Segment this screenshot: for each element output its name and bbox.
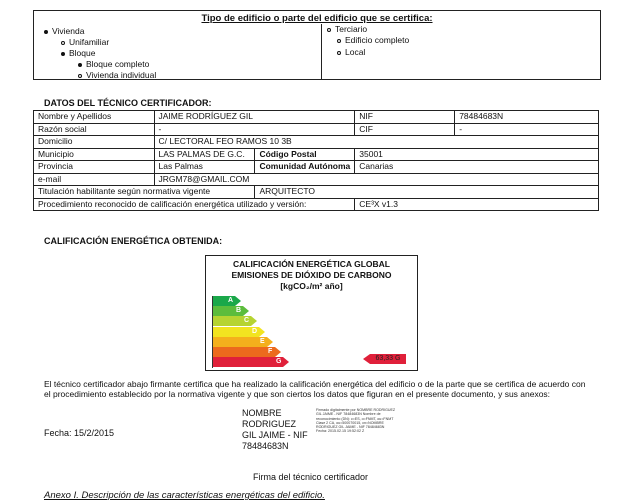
cif-label: CIF bbox=[355, 123, 455, 136]
option-local[interactable]: Local bbox=[337, 47, 365, 57]
procedimiento-value: CE³X v1.3 bbox=[355, 198, 599, 211]
option-terciario[interactable]: Terciario bbox=[327, 24, 367, 34]
nombre-label: Nombre y Apellidos bbox=[34, 111, 155, 124]
option-bloque-completo[interactable]: Bloque completo bbox=[78, 59, 149, 69]
email-value: JRGM78@GMAIL.COM bbox=[154, 173, 598, 186]
result-value: 63,33 G bbox=[375, 355, 401, 362]
domicilio-label: Domicilio bbox=[34, 136, 155, 149]
digital-signature-details: Firmado digitalmente por NOMBRE RODRIGUEZ GIL JAIME - NIF 78484683N Nombre de reconocimiento (DN): c=ES, o=FNMT, ou=FNMT Clase 2 CA, ou=500070015, cn=NOMBRE RODRIGUEZ GIL JAIME - NIF 78484683N Fecha: 2015.02.15 19:52:02 Z bbox=[316, 408, 396, 434]
table-row bbox=[34, 198, 599, 211]
selected-bullet-icon bbox=[78, 63, 82, 67]
rating-letter: G bbox=[276, 358, 282, 366]
column-divider bbox=[321, 24, 322, 79]
nif-value: 78484683N bbox=[455, 111, 599, 124]
building-type-title: Tipo de edificio o parte del edificio que se certifica: bbox=[201, 13, 433, 24]
rating-arrow-tip-icon bbox=[275, 347, 281, 357]
rating-letter: E bbox=[260, 337, 265, 345]
option-vivienda[interactable]: Vivienda bbox=[44, 26, 84, 36]
titulacion-label: Titulación habilitante según normativa vigente bbox=[34, 186, 255, 199]
table-row bbox=[34, 111, 599, 124]
rating-arrow-tip-icon bbox=[259, 327, 265, 337]
ccaa-label: Comunidad Autónoma bbox=[255, 161, 355, 174]
table-row bbox=[34, 161, 599, 174]
rating-scale bbox=[212, 296, 293, 368]
radio-empty-icon bbox=[78, 74, 82, 78]
razon-label: Razón social bbox=[34, 123, 155, 136]
result-arrow-tip-icon bbox=[363, 354, 370, 364]
option-unifamiliar[interactable]: Unifamiliar bbox=[61, 37, 109, 47]
procedimiento-label: Procedimiento reconocido de calificación energética utilizado y versión: bbox=[34, 198, 355, 211]
table-row bbox=[34, 186, 599, 199]
rating-arrow-tip-icon bbox=[235, 296, 241, 306]
certification-date: Fecha: 15/2/2015 bbox=[44, 428, 115, 438]
titulacion-value: ARQUITECTO bbox=[255, 186, 599, 199]
cif-value: - bbox=[455, 123, 599, 136]
email-label: e-mail bbox=[34, 173, 155, 186]
cp-value: 35001 bbox=[355, 148, 599, 161]
rating-letter: D bbox=[252, 327, 258, 335]
table-row bbox=[34, 148, 599, 161]
rating-letter: A bbox=[228, 297, 234, 304]
municipio-value: LAS PALMAS DE G.C. bbox=[154, 148, 255, 161]
provincia-label: Provincia bbox=[34, 161, 155, 174]
municipio-label: Municipio bbox=[34, 148, 155, 161]
rating-arrow-tip-icon bbox=[243, 306, 249, 316]
rating-box-subtitle: EMISIONES DE DIÓXIDO DE CARBONO bbox=[231, 270, 392, 280]
technician-section-title: DATOS DEL TÉCNICO CERTIFICADOR: bbox=[44, 98, 212, 108]
rating-arrow-tip-icon bbox=[251, 316, 257, 326]
radio-empty-icon bbox=[61, 41, 65, 45]
option-vivienda-individual[interactable]: Vivienda individual bbox=[78, 70, 156, 80]
rating-arrow-tip-icon bbox=[267, 337, 273, 347]
nombre-value: JAIME RODRÍGUEZ GIL bbox=[154, 111, 355, 124]
nif-label: NIF bbox=[355, 111, 455, 124]
razon-value: - bbox=[154, 123, 355, 136]
rating-section-title: CALIFICACIÓN ENERGÉTICA OBTENIDA: bbox=[44, 236, 223, 246]
building-type-box bbox=[33, 10, 601, 80]
table-row bbox=[34, 136, 599, 149]
signature-line: 78484683N bbox=[242, 441, 289, 451]
domicilio-value: C/ LECTORAL FEO RAMOS 10 3B bbox=[154, 136, 598, 149]
rating-box-unit: [kgCO₂/m² año] bbox=[280, 281, 343, 291]
signature-line: GIL JAIME - NIF bbox=[242, 430, 308, 440]
option-bloque[interactable]: Bloque bbox=[61, 48, 95, 58]
cp-label: Código Postal bbox=[255, 148, 355, 161]
option-edificio-completo[interactable]: Edificio completo bbox=[337, 35, 409, 45]
energy-rating-box bbox=[205, 255, 418, 371]
signature-line: RODRIGUEZ bbox=[242, 419, 296, 429]
rating-letter: B bbox=[236, 307, 242, 315]
radio-empty-icon bbox=[327, 28, 331, 32]
selected-bullet-icon bbox=[61, 52, 65, 56]
signature-name-block bbox=[242, 408, 308, 452]
rating-arrow-body bbox=[213, 357, 283, 367]
rating-letter: F bbox=[268, 348, 273, 355]
ccaa-value: Canarias bbox=[355, 161, 599, 174]
radio-empty-icon bbox=[337, 39, 341, 43]
technician-table bbox=[33, 110, 599, 211]
annex-title: Anexo I. Descripción de las características energéticas del edificio. bbox=[44, 490, 325, 501]
signature-line: NOMBRE bbox=[242, 408, 282, 418]
rating-box-title: CALIFICACIÓN ENERGÉTICA GLOBAL bbox=[233, 259, 390, 269]
rating-letter: C bbox=[244, 317, 250, 325]
table-row bbox=[34, 123, 599, 136]
selected-bullet-icon bbox=[44, 30, 48, 34]
signature-caption: Firma del técnico certificador bbox=[253, 472, 369, 482]
rating-arrow-tip-icon bbox=[283, 357, 289, 367]
table-row bbox=[34, 173, 599, 186]
rating-arrow-body bbox=[213, 347, 275, 357]
radio-empty-icon bbox=[337, 51, 341, 55]
rating-arrow-body bbox=[213, 337, 267, 347]
certification-text: El técnico certificador abajo firmante certifica que ha realizado la calificación energética del edificio o de la parte que se certifica de acuerdo con el procedimiento establecido por la normativa vigente y que son ciertos los datos que figuran en el presente documento, y sus anexos: bbox=[44, 379, 586, 399]
provincia-value: Las Palmas bbox=[154, 161, 255, 174]
